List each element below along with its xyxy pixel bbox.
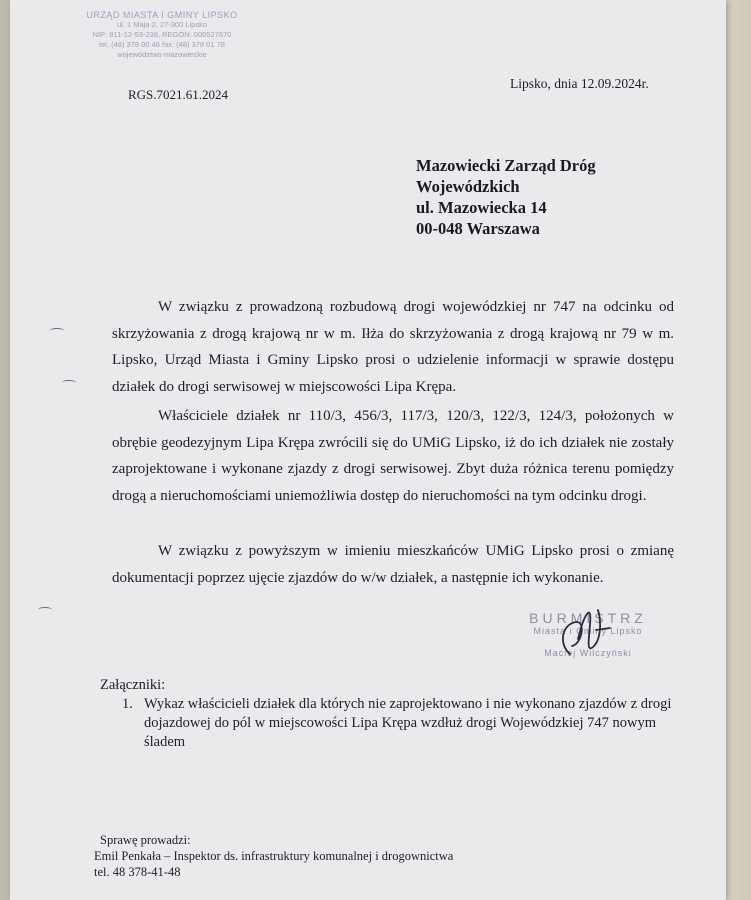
- punch-mark: [62, 380, 76, 385]
- stamp-tax-ids: NIP: 811-12-53-238, REGON: 000527670: [92, 30, 232, 39]
- letter-page: [10, 0, 726, 900]
- stamp-title: BURMISTRZ: [529, 610, 647, 626]
- punch-mark: [38, 607, 52, 612]
- footer-phone: tel. 48 378-41-48: [94, 865, 181, 879]
- handwritten-signature: [548, 594, 618, 664]
- recipient-line: Wojewódzkich: [416, 177, 520, 196]
- footer-handler: Emil Penkała – Inspektor ds. infrastruktury komunalnej i drogownictwa: [94, 849, 454, 863]
- stamp-office-name: URZĄD MIASTA I GMINY LIPSKO: [86, 10, 238, 20]
- attachments-label: Załączniki:: [100, 677, 166, 693]
- attachment-text: Wykaz właścicieli działek dla których nie zaprojektowano i nie wykonano zjazdów z drogi dojazdowej do pól w miejscowości Lipa Krępa wzdłuż drogi Wojewódzkiej 747 nowym śladem: [144, 696, 672, 750]
- letterhead-stamp: [72, 10, 252, 60]
- body-paragraph-2: Właściciele działek nr 110/3, 456/3, 117/3, 120/3, 122/3, 124/3, położonych w obrębie geodezyjnym Lipa Krępa zwrócili się do UMiG Lipsko, iż do ich działek nie zostały zaprojektowane i wykonane zjazdy z drogi serwisowej. Zbyt duża różnica terenu pomiędzy drogą a nieruchomościami uniemożliwia dostęp do nieruchomości na tym odcinku drogi.: [112, 408, 674, 504]
- footer-label: Sprawę prowadzi:: [100, 833, 191, 847]
- stamp-address: ul. 1 Maja 2, 27-300 Lipsko: [116, 20, 208, 29]
- stamp-voivodeship: województwo mazowieckie: [117, 50, 207, 59]
- stamp-signatory-name: Maciej Wilczyński: [544, 648, 632, 658]
- attachment-number: 1.: [122, 696, 133, 712]
- stamp-subtitle: Miasta i Gminy Lipsko: [533, 626, 643, 636]
- stamp-phone: tel. (48) 378 00 48 fax: (48) 378 01 78: [99, 40, 225, 49]
- background-edge: [726, 0, 751, 900]
- punch-mark: [50, 328, 64, 333]
- place-date: Lipsko, dnia 12.09.2024r.: [510, 76, 649, 91]
- attachment-item: [122, 695, 682, 752]
- recipient-line: Mazowiecki Zarząd Dróg: [416, 156, 596, 175]
- recipient-address: [416, 155, 596, 239]
- body-paragraph-3: W związku z powyższym w imieniu mieszkańców UMiG Lipsko prosi o zmianę dokumentacji poprzez ujęcie zjazdów do w/w działek, a następnie ich wykonanie.: [112, 543, 674, 586]
- reference-number: RGS.7021.61.2024: [128, 87, 229, 102]
- case-handler-footer: [94, 832, 453, 880]
- body-paragraph-1: W związku z prowadzoną rozbudową drogi wojewódzkiej nr 747 na odcinku od skrzyżowania z drogą krajową nr w m. Iłża do skrzyżowania z drogą krajową nr 79 w m. Lipsko, Urząd Miasta i Gminy Lipsko prosi o udzielenie informacji w sprawie dostępu działek do drogi serwisowej w miejscowości Lipa Krępa.: [112, 299, 674, 395]
- recipient-line: 00-048 Warszawa: [416, 219, 540, 238]
- recipient-line: ul. Mazowiecka 14: [416, 198, 547, 217]
